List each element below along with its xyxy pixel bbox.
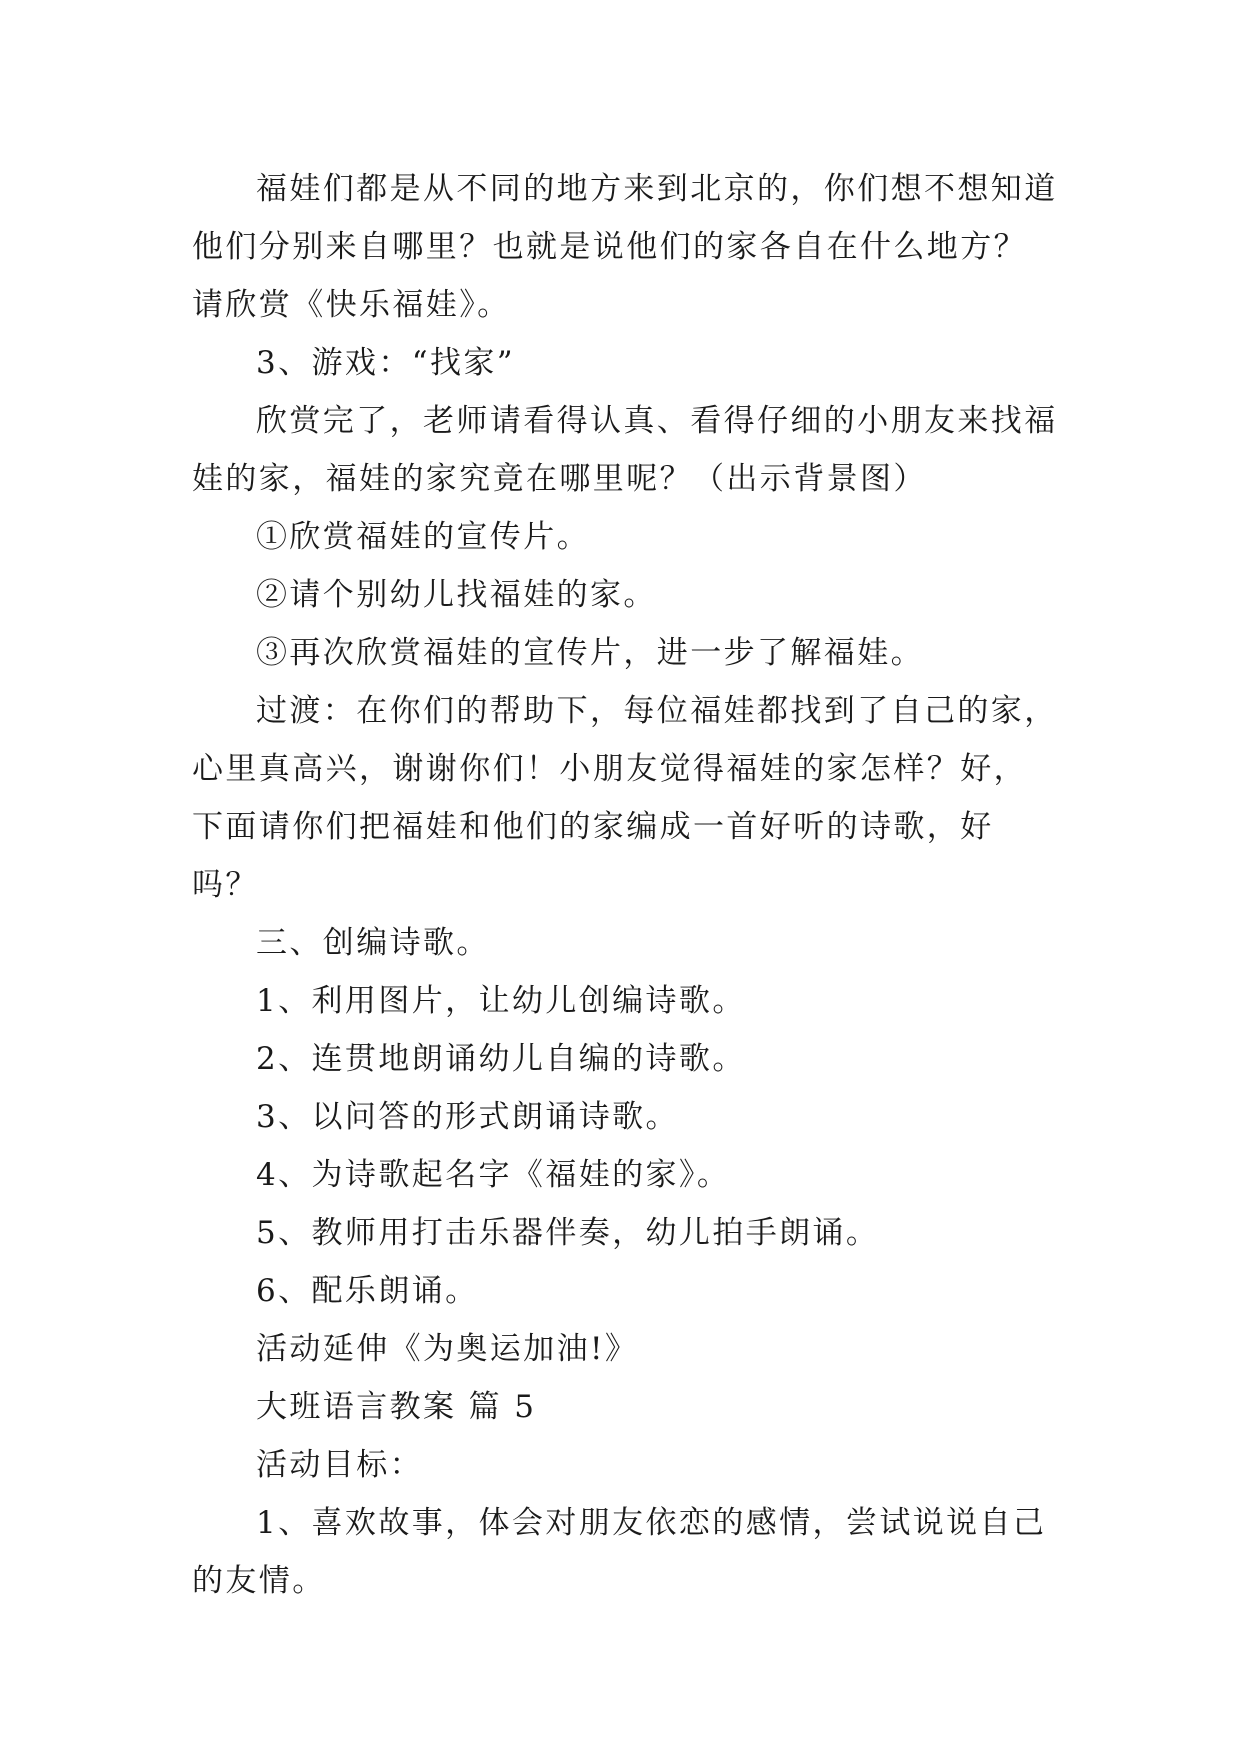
list-item: 4、为诗歌起名字《福娃的家》。 <box>256 1157 731 1193</box>
paragraph-game-intro: 欣赏完了，老师请看得认真、看得仔细的小朋友来找福娃的家，福娃的家究竟在哪里呢？（出示背景图） <box>192 403 1058 497</box>
document-body <box>192 160 1060 1610</box>
list-item: 6、配乐朗诵。 <box>256 1273 479 1309</box>
paragraph-step-1: ①欣赏福娃的宣传片。 <box>256 519 590 555</box>
list-item: 3、以问答的形式朗诵诗歌。 <box>256 1099 679 1135</box>
paragraph-intro: 福娃们都是从不同的地方来到北京的，你们想不想知道他们分别来自哪里？也就是说他们的家各自在什么地方？请欣赏《快乐福娃》。 <box>192 171 1058 323</box>
paragraph-step-2: ②请个别幼儿找福娃的家。 <box>256 577 657 613</box>
paragraph-step-3: ③再次欣赏福娃的宣传片，进一步了解福娃。 <box>256 635 924 671</box>
list-item: 5、教师用打击乐器伴奏，幼儿拍手朗诵。 <box>256 1215 880 1251</box>
paragraph-extension: 活动延伸《为奥运加油!》 <box>256 1331 639 1367</box>
list-item: 1、利用图片，让幼儿创编诗歌。 <box>256 983 746 1019</box>
paragraph-goal-1: 1、喜欢故事，体会对朋友依恋的感情，尝试说说自己的友情。 <box>192 1505 1047 1599</box>
paragraph-transition: 过渡：在你们的帮助下，每位福娃都找到了自己的家，心里真高兴，谢谢你们！小朋友觉得福娃的家怎样？好，下面请你们把福娃和他们的家编成一首好听的诗歌，好吗？ <box>192 693 1058 903</box>
paragraph-goals-heading: 活动目标： <box>256 1447 423 1483</box>
paragraph-lesson-title: 大班语言教案 篇 5 <box>256 1389 537 1425</box>
paragraph-game-heading: 3、游戏：“找家” <box>256 345 516 381</box>
list-item: 2、连贯地朗诵幼儿自编的诗歌。 <box>256 1041 746 1077</box>
paragraph-section-heading: 三、创编诗歌。 <box>256 925 490 961</box>
